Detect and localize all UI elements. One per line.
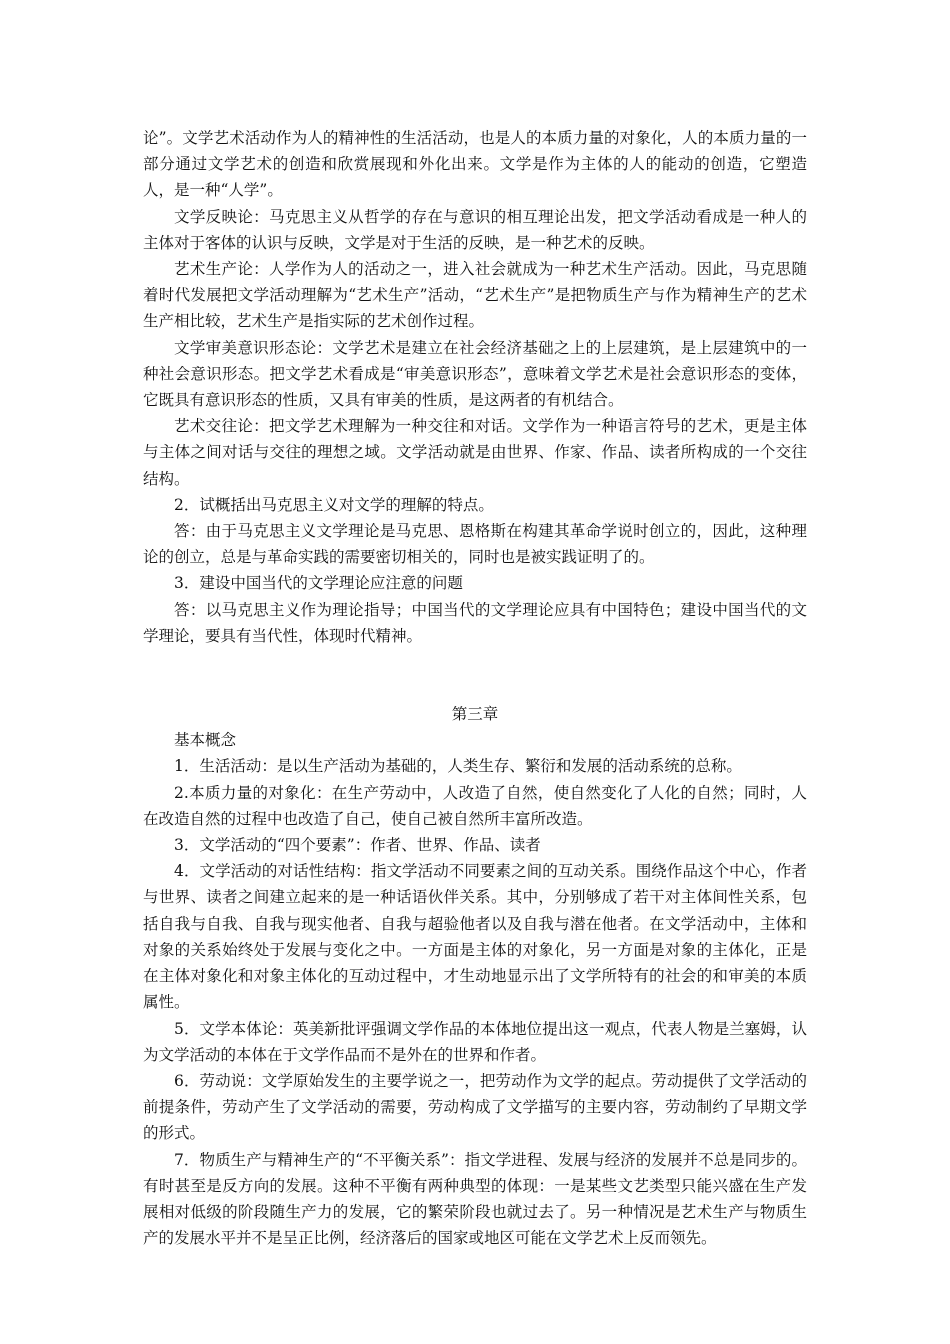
answer-3: 答：以马克思主义作为理论指导；中国当代的文学理论应具有中国特色；建设中国当代的文学理论，要具有当代性，体现时代精神。 <box>143 600 807 645</box>
concept-item-7: 7．物质生产与精神生产的“不平衡关系”：指文学进程、发展与经济的发展并不总是同步的。有时甚至是反方向的发展。这种不平衡有两种典型的体现：一是某些文艺类型只能兴盛在生产发展相对低级的阶段随生产力的发展，它的繁荣阶段也就过去了。另一种情况是艺术生产与物质生产的发展水平并不是呈正比例，经济落后的国家或地区可能在文学艺术上反而领先。 <box>143 1150 807 1248</box>
document-page <box>143 125 807 1251</box>
concept-item-4: 4．文学活动的对话性结构：指文学活动不同要素之间的互动关系。围绕作品这个中心，作者与世界、读者之间建立起来的是一种话语伙伴关系。其中，分别够成了若干对主体间性关系，包括自我与自我、自我与现实他者、自我与超验他者以及自我与潜在他者。在文学活动中，主体和对象的关系始终处于发展与变化之中。一方面是主体的对象化，另一方面是对象的主体化，正是在主体对象化和对象主体化的互动过程中，才生动地显示出了文学所特有的社会的和审美的本质属性。 <box>143 862 807 1012</box>
paragraph-continued: 论”。文学艺术活动作为人的精神性的生活活动，也是人的本质力量的对象化，人的本质力量的一部分通过文学艺术的创造和欣赏展现和外化出来。文学是作为主体的人的能动的创造，它塑造人，是一种“人学”。 <box>143 129 807 200</box>
section-title: 基本概念 <box>174 731 237 750</box>
paragraph-aesthetic-ideology-theory: 文学审美意识形态论：文学艺术是建立在社会经济基础之上的上层建筑，是上层建筑中的一种社会意识形态。把文学艺术看成是“审美意识形态”，意味着文学艺术是社会意识形态的变体，它既具有意识形态的性质，又具有审美的性质，是这两者的有机结合。 <box>143 338 807 410</box>
concept-item-2: 2.本质力量的对象化：在生产劳动中，人改造了自然，使自然变化了人化的自然；同时，人在改造自然的过程中也改造了自己，使自己被自然所丰富所改造。 <box>143 783 807 828</box>
answer-2: 答：由于马克思主义文学理论是马克思、恩格斯在构建其革命学说时创立的，因此，这种理论的创立，总是与革命实践的需要密切相关的，同时也是被实践证明了的。 <box>143 522 807 567</box>
paragraph-art-production-theory: 艺术生产论：人学作为人的活动之一，进入社会就成为一种艺术生产活动。因此，马克思随着时代发展把文学活动理解为“艺术生产”活动，“艺术生产”是把物质生产与作为精神生产的艺术生产相比较，艺术生产是指实际的艺术创作过程。 <box>143 260 807 331</box>
question-2: 2．试概括出马克思主义对文学的理解的特点。 <box>174 495 494 514</box>
paragraph-reflection-theory: 文学反映论：马克思主义从哲学的存在与意识的相互理论出发，把文学活动看成是一种人的主体对于客体的认识与反映，文学是对于生活的反映，是一种艺术的反映。 <box>143 207 807 252</box>
concept-item-6: 6．劳动说：文学原始发生的主要学说之一，把劳动作为文学的起点。劳动提供了文学活动的前提条件，劳动产生了文学活动的需要，劳动构成了文学描写的主要内容，劳动制约了早期文学的形式。 <box>143 1071 807 1143</box>
chapter-title: 第三章 <box>451 705 499 724</box>
paragraph-art-communication-theory: 艺术交往论：把文学艺术理解为一种交往和对话。文学作为一种语言符号的艺术，更是主体与主体之间对话与交往的理想之域。文学活动就是由世界、作家、作品、读者所构成的一个交往结构。 <box>143 417 807 488</box>
concept-item-3: 3．文学活动的“四个要素”：作者、世界、作品、读者 <box>174 836 541 855</box>
question-3: 3．建设中国当代的文学理论应注意的问题 <box>174 574 463 593</box>
concept-item-1: 1．生活活动：是以生产活动为基础的，人类生存、繁衍和发展的活动系统的总称。 <box>174 757 742 776</box>
concept-item-5: 5．文学本体论：英美新批评强调文学作品的本体地位提出这一观点，代表人物是兰塞姆，认为文学活动的本体在于文学作品而不是外在的世界和作者。 <box>143 1019 807 1064</box>
